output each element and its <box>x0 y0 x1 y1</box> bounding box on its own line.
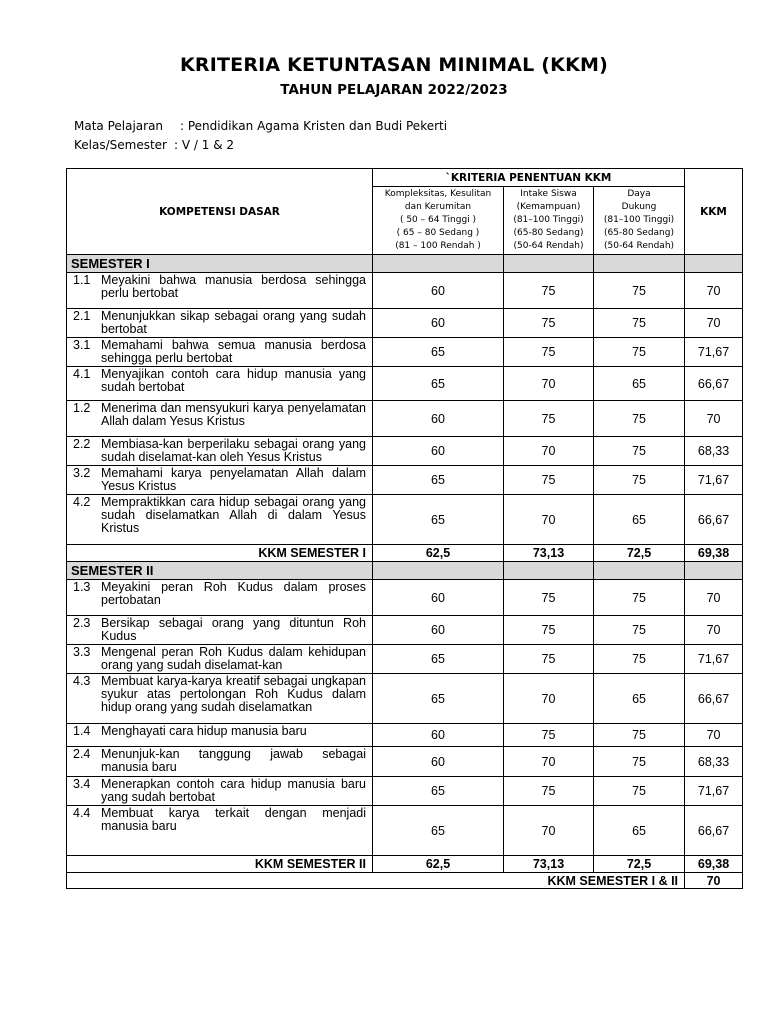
semester-label: SEMESTER I <box>67 255 373 273</box>
kkm-table <box>66 168 743 889</box>
grand-total-kkm-value: 70 <box>685 873 743 889</box>
subject-label: Mata Pelajaran <box>74 119 164 133</box>
table-row <box>67 674 743 724</box>
support-value: 75 <box>594 309 685 338</box>
header-row-top <box>67 169 743 187</box>
summary-complexity-value: 62,5 <box>373 545 504 562</box>
complexity-value: 65 <box>373 806 504 856</box>
summary-kkm-value: 69,38 <box>685 856 743 873</box>
complexity-value: 60 <box>373 747 504 777</box>
grand-total-row <box>67 873 743 889</box>
table-row <box>67 401 743 437</box>
complexity-value: 60 <box>373 437 504 466</box>
competency-cell <box>67 309 373 338</box>
summary-intake-value: 73,13 <box>504 545 594 562</box>
kkm-value: 70 <box>685 273 743 309</box>
class-value: : V / 1 & 2 <box>174 138 234 152</box>
competency-number: 1.4 <box>73 724 91 738</box>
kkm-value: 70 <box>685 401 743 437</box>
table-row <box>67 495 743 545</box>
kkm-value: 70 <box>685 724 743 747</box>
competency-number: 1.2 <box>73 401 91 415</box>
page-title: KRITERIA KETUNTASAN MINIMAL (KKM) <box>179 54 609 76</box>
support-value: 75 <box>594 777 685 806</box>
header-criteria-intake: Intake Siswa (Kemampuan) (81–100 Tinggi) (65-80 Sedang) (50-64 Rendah) <box>504 187 594 255</box>
support-value: 75 <box>594 645 685 674</box>
competency-cell <box>67 580 373 616</box>
support-value: 65 <box>594 806 685 856</box>
intake-value: 75 <box>504 645 594 674</box>
competency-cell <box>67 401 373 437</box>
support-value: 75 <box>594 724 685 747</box>
competency-cell <box>67 645 373 674</box>
complexity-value: 65 <box>373 674 504 724</box>
competency-text: Membuat karya-karya kreatif sebagai ungkapan syukur atas pertolongan Roh Kudus dalam hidup orang yang sudah diselamatkan <box>101 674 366 714</box>
summary-kkm-value: 69,38 <box>685 545 743 562</box>
complexity-value: 65 <box>373 495 504 545</box>
competency-number: 4.3 <box>73 674 91 688</box>
competency-number: 3.4 <box>73 777 91 791</box>
semester-heading-blank <box>504 255 594 273</box>
intake-value: 75 <box>504 338 594 367</box>
support-value: 75 <box>594 401 685 437</box>
kkm-value: 70 <box>685 309 743 338</box>
competency-text: Menghayati cara hidup manusia baru <box>101 724 307 738</box>
competency-text: Menunjukkan sikap sebagai orang yang sudah bertobat <box>101 309 366 336</box>
table-row <box>67 747 743 777</box>
competency-text: Menerima dan mensyukuri karya penyelamatan Allah dalam Yesus Kristus <box>101 401 366 428</box>
table-row <box>67 806 743 856</box>
intake-value: 75 <box>504 724 594 747</box>
competency-cell <box>67 747 373 777</box>
support-value: 75 <box>594 580 685 616</box>
table-row <box>67 273 743 309</box>
competency-cell <box>67 367 373 401</box>
competency-cell <box>67 338 373 367</box>
kkm-value: 70 <box>685 616 743 645</box>
semester-summary-row <box>67 856 743 873</box>
competency-text: Meyakini peran Roh Kudus dalam proses pertobatan <box>101 580 366 607</box>
semester-summary-row <box>67 545 743 562</box>
table-row <box>67 466 743 495</box>
intake-value: 70 <box>504 367 594 401</box>
competency-text: Memahami karya penyelamatan Allah dalam Yesus Kristus <box>101 466 366 493</box>
complexity-value: 65 <box>373 367 504 401</box>
support-value: 75 <box>594 747 685 777</box>
semester-heading-blank <box>685 562 743 580</box>
support-value: 75 <box>594 273 685 309</box>
support-value: 75 <box>594 338 685 367</box>
competency-cell <box>67 273 373 309</box>
kkm-value: 68,33 <box>685 437 743 466</box>
competency-text: Memahami bahwa semua manusia berdosa sehingga perlu bertobat <box>101 338 366 365</box>
semester-heading-row <box>67 562 743 580</box>
complexity-value: 65 <box>373 777 504 806</box>
intake-value: 70 <box>504 437 594 466</box>
competency-number: 2.3 <box>73 616 91 630</box>
competency-text: Membuat karya terkait dengan menjadi manusia baru <box>101 806 366 833</box>
intake-value: 75 <box>504 401 594 437</box>
semester-heading-blank <box>504 562 594 580</box>
complexity-value: 60 <box>373 724 504 747</box>
subject-line <box>74 119 447 133</box>
semester-summary-label: KKM SEMESTER II <box>67 856 373 873</box>
summary-intake-value: 73,13 <box>504 856 594 873</box>
class-label: Kelas/Semester <box>74 138 167 152</box>
kkm-value: 66,67 <box>685 495 743 545</box>
kkm-value: 71,67 <box>685 777 743 806</box>
support-value: 65 <box>594 674 685 724</box>
competency-cell <box>67 466 373 495</box>
complexity-value: 60 <box>373 580 504 616</box>
competency-number: 4.4 <box>73 806 91 820</box>
summary-support-value: 72,5 <box>594 545 685 562</box>
intake-value: 70 <box>504 495 594 545</box>
kkm-value: 70 <box>685 580 743 616</box>
support-value: 75 <box>594 437 685 466</box>
kkm-value: 66,67 <box>685 674 743 724</box>
kkm-value: 68,33 <box>685 747 743 777</box>
summary-support-value: 72,5 <box>594 856 685 873</box>
semester-heading-blank <box>594 255 685 273</box>
intake-value: 75 <box>504 273 594 309</box>
complexity-value: 65 <box>373 645 504 674</box>
competency-cell <box>67 806 373 856</box>
competency-number: 2.4 <box>73 747 91 761</box>
page-subtitle: TAHUN PELAJARAN 2022/2023 <box>280 82 508 98</box>
support-value: 65 <box>594 367 685 401</box>
summary-complexity-value: 62,5 <box>373 856 504 873</box>
table-row <box>67 616 743 645</box>
semester-heading-blank <box>373 562 504 580</box>
intake-value: 75 <box>504 309 594 338</box>
complexity-value: 60 <box>373 309 504 338</box>
competency-number: 4.1 <box>73 367 91 381</box>
kkm-value: 66,67 <box>685 806 743 856</box>
competency-cell <box>67 437 373 466</box>
semester-heading-row <box>67 255 743 273</box>
intake-value: 75 <box>504 616 594 645</box>
competency-text: Bersikap sebagai orang yang dituntun Roh Kudus <box>101 616 366 643</box>
complexity-value: 60 <box>373 616 504 645</box>
table-row <box>67 338 743 367</box>
support-value: 75 <box>594 616 685 645</box>
header-criteria-complexity: Kompleksitas, Kesulitan dan Kerumitan ( 50 – 64 Tinggi ) ( 65 – 80 Sedang ) (81 – 100 Rendah ) <box>373 187 504 255</box>
complexity-value: 65 <box>373 338 504 367</box>
grand-total-label: KKM SEMESTER I & II <box>67 873 685 889</box>
intake-value: 75 <box>504 466 594 495</box>
semester-label: SEMESTER II <box>67 562 373 580</box>
support-value: 75 <box>594 466 685 495</box>
table-row <box>67 645 743 674</box>
kkm-value: 71,67 <box>685 645 743 674</box>
complexity-value: 60 <box>373 401 504 437</box>
table-row <box>67 580 743 616</box>
header-kkm: KKM <box>685 169 743 255</box>
competency-cell <box>67 674 373 724</box>
competency-cell <box>67 777 373 806</box>
header-kompetensi-dasar: KOMPETENSI DASAR <box>67 169 373 255</box>
competency-text: Menyajikan contoh cara hidup manusia yang sudah bertobat <box>101 367 366 394</box>
intake-value: 70 <box>504 674 594 724</box>
table-row <box>67 309 743 338</box>
kkm-value: 71,67 <box>685 338 743 367</box>
competency-cell <box>67 724 373 747</box>
competency-text: Meyakini bahwa manusia berdosa sehingga perlu bertobat <box>101 273 366 300</box>
intake-value: 75 <box>504 777 594 806</box>
header-criteria-support: Daya Dukung (81–100 Tinggi) (65-80 Sedang) (50-64 Rendah) <box>594 187 685 255</box>
competency-number: 3.3 <box>73 645 91 659</box>
support-value: 65 <box>594 495 685 545</box>
intake-value: 75 <box>504 580 594 616</box>
kkm-value: 66,67 <box>685 367 743 401</box>
kkm-value: 71,67 <box>685 466 743 495</box>
competency-text: Mengenal peran Roh Kudus dalam kehidupan orang yang sudah diselamat-kan <box>101 645 366 672</box>
subject-value: : Pendidikan Agama Kristen dan Budi Pekerti <box>180 119 448 133</box>
intake-value: 70 <box>504 747 594 777</box>
competency-cell <box>67 495 373 545</box>
competency-text: Membiasa-kan berperilaku sebagai orang yang sudah diselamat-kan oleh Yesus Kristus <box>101 437 366 464</box>
header-criteria: `KRITERIA PENENTUAN KKM <box>373 169 685 187</box>
semester-heading-blank <box>373 255 504 273</box>
kkm-table-body <box>67 169 743 889</box>
competency-text: Menerapkan contoh cara hidup manusia baru yang sudah bertobat <box>101 777 366 804</box>
complexity-value: 65 <box>373 466 504 495</box>
table-row <box>67 777 743 806</box>
complexity-value: 60 <box>373 273 504 309</box>
intake-value: 70 <box>504 806 594 856</box>
competency-text: Menunjuk-kan tanggung jawab sebagai manusia baru <box>101 747 366 774</box>
semester-summary-label: KKM SEMESTER I <box>67 545 373 562</box>
competency-number: 3.2 <box>73 466 91 480</box>
table-row <box>67 367 743 401</box>
competency-number: 2.2 <box>73 437 91 451</box>
competency-number: 4.2 <box>73 495 91 509</box>
table-row <box>67 437 743 466</box>
competency-cell <box>67 616 373 645</box>
semester-heading-blank <box>685 255 743 273</box>
semester-heading-blank <box>594 562 685 580</box>
competency-number: 3.1 <box>73 338 91 352</box>
competency-number: 2.1 <box>73 309 91 323</box>
competency-number: 1.3 <box>73 580 91 594</box>
table-row <box>67 724 743 747</box>
competency-number: 1.1 <box>73 273 91 287</box>
class-line <box>74 138 234 152</box>
competency-text: Mempraktikkan cara hidup sebagai orang yang sudah diselamatkan Allah di dalam Yesus Kristus <box>101 495 366 535</box>
